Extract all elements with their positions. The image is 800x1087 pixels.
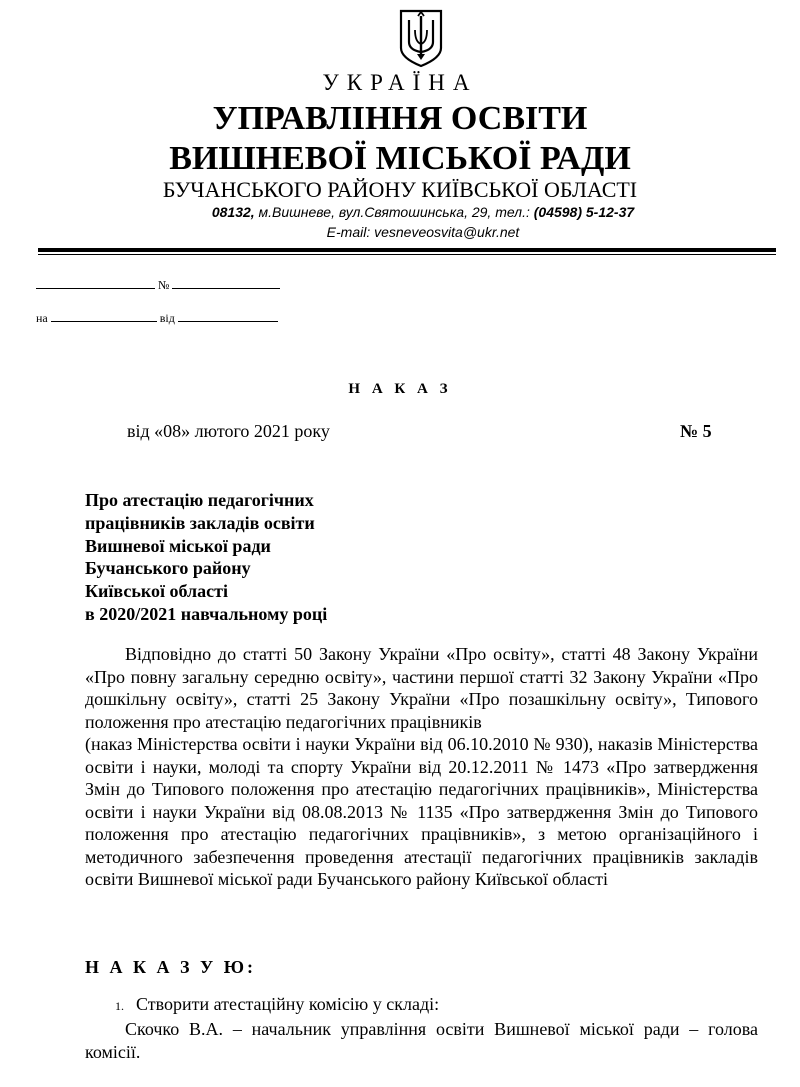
date-blank[interactable] bbox=[36, 277, 155, 289]
phone-number: (04598) 5-12-37 bbox=[533, 204, 635, 220]
list-item-number: 1. bbox=[115, 999, 124, 1013]
from-label: від bbox=[159, 311, 175, 325]
reply-date-blank[interactable] bbox=[178, 310, 278, 322]
district-name: БУЧАНСЬКОГО РАЙОНУ КИЇВСЬКОЇ ОБЛАСТІ bbox=[162, 177, 638, 202]
committee-head: Скочко В.А. – начальник управління освіти Вишневої міської ради – голова комісії. bbox=[85, 1019, 758, 1062]
subject-line: Про атестацію педагогічних bbox=[85, 490, 314, 510]
subject-line: в 2020/2021 навчальному році bbox=[85, 603, 328, 624]
list-item-detail bbox=[85, 1018, 758, 1063]
reply-reference-line bbox=[36, 310, 278, 326]
trident-coat-of-arms-icon bbox=[398, 8, 444, 68]
header-divider-thin bbox=[38, 254, 776, 255]
registration-number-line bbox=[36, 277, 280, 293]
subject-line: Київської області bbox=[85, 581, 228, 602]
on-label: на bbox=[36, 311, 48, 325]
order-preamble bbox=[85, 643, 758, 891]
street-address: м.Вишневе, вул.Святошинська, 29, тел.: bbox=[254, 204, 534, 220]
email-line: E-mail: vesneveosvita@ukr.net bbox=[326, 224, 520, 240]
order-date: від «08» лютого 2021 року bbox=[127, 421, 330, 441]
country-name: УКРАЇНА bbox=[322, 70, 478, 95]
list-item-text: Створити атестаційну комісію у складі: bbox=[136, 994, 440, 1014]
subject-line: Вишневої міської ради bbox=[85, 535, 271, 556]
order-subject bbox=[85, 489, 445, 626]
postcode: 08132, bbox=[211, 204, 255, 220]
number-blank[interactable] bbox=[172, 277, 280, 289]
subject-line: Бучанського району bbox=[85, 558, 251, 579]
reply-number-blank[interactable] bbox=[51, 310, 157, 322]
order-number: № 5 bbox=[680, 421, 712, 441]
order-title: Н А К А З bbox=[348, 381, 452, 397]
preamble-paragraph: Відповідно до статті 50 Закону України «Про освіту», статті 48 Закону України «Про повну загальну середню освіту», частини першої статті 32 Закону України «Про дошкільну освіту», статті 25 Закону України «Про позашкільну освіту», Типового положення про атестацію педагогічних працівників bbox=[85, 644, 758, 732]
subject-line: працівників закладів освіти bbox=[85, 512, 315, 533]
header-divider-thick bbox=[38, 248, 776, 252]
number-sign: № bbox=[158, 278, 170, 292]
preamble-paragraph: (наказ Міністерства освіти і науки України від 06.10.2010 № 930), наказів Міністерства освіти і науки, молоді та спорту України від 20.12.2011 № 1473 «Про затвердження Змін до Типового положення про атестацію педагогічних працівників», Міністерства освіти і науки України від 08.08.2013 № 1135 «Про затвердження Змін до Типового положення про атестацію педагогічних працівників», з метою організаційного і методичного забезпечення проведення атестації педагогічних працівників закладів освіти Вишневої міської ради Бучанського району Київської області bbox=[85, 734, 758, 889]
address-line bbox=[0, 204, 800, 220]
order-heading: Н А К А З У Ю: bbox=[85, 957, 257, 977]
organization-name-line2: ВИШНЕВОЇ МІСЬКОЇ РАДИ bbox=[169, 140, 631, 177]
organization-name-line1: УПРАВЛІННЯ ОСВІТИ bbox=[212, 100, 588, 137]
